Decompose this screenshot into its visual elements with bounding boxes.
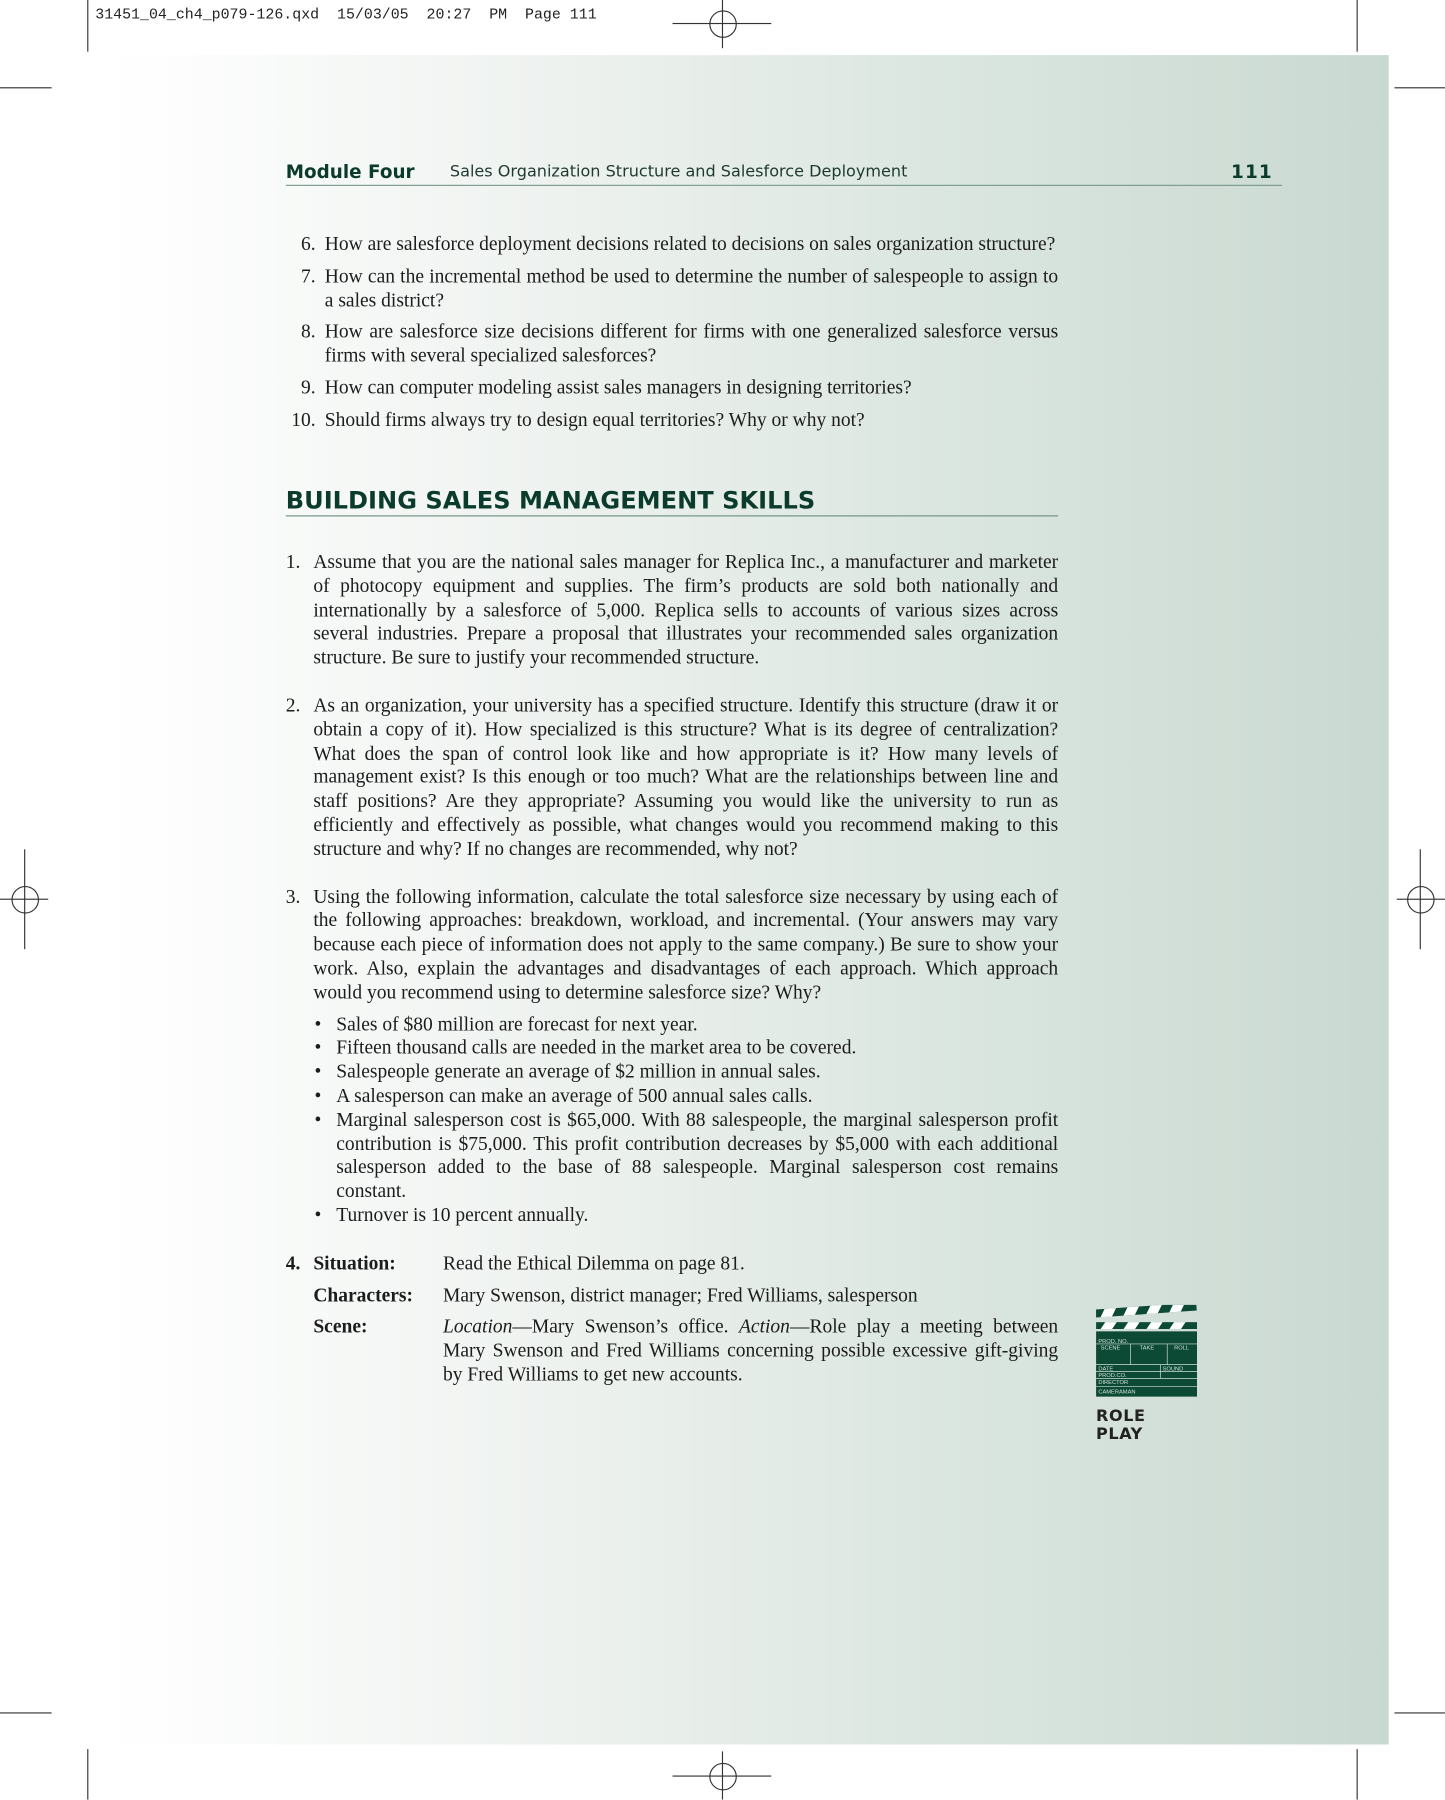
crop-mark [1357, 0, 1358, 52]
skill-item: 2. As an organization, your university has a specified structure. Identify this structure (draw it or obtain a copy of it). How specialized is this structure? What is its degree of centralization? What does the span of control look like and how appropriate is it? How many levels of management exist? Is this enough or too much? What are the relationships between line and staff positions? Are they appropriate? Assuming you would like the university to run as efficiently and effectively as possible, what changes would you recommend making to this structure and why? If no changes are recommended, why not? [285, 694, 1059, 860]
svg-text:PROD. NO.: PROD. NO. [1098, 1338, 1129, 1345]
crop-mark [1394, 87, 1444, 88]
svg-text:SCENE: SCENE [1100, 1345, 1121, 1352]
svg-text:DATE: DATE [1098, 1366, 1114, 1373]
section-heading: BUILDING SALES MANAGEMENT SKILLS [286, 487, 1058, 517]
crop-mark [1394, 1712, 1444, 1713]
clapperboard-icon [1096, 1305, 1197, 1444]
svg-text:PROD.CO.: PROD.CO. [1098, 1373, 1127, 1380]
review-questions [286, 233, 1058, 440]
skill-item: 3. Using the following information, calculate the total salesforce size necessary by using each of the following approaches: breakdown, workload, and incremental. (Your answers may vary because each piece of information does not apply to the same company.) Be sure to show your work. Also, explain the advantages and disadvantages of each approach. Which approach would you recommend using to determine salesforce size? Why? • Sales of $80 million are forecast for next year. • Fifteen thousand calls are needed in the market area to be covered. • Salespeople generate an average of $2 million in annual sales. • A salesperson can make an average of 500 annual sales calls. • Marginal salesperson cost is $65,000. With 88 salespeople, the marginal salesperson profit contribution is $75,000. This profit contribution decreases by $5,000 with each additional salesperson added to the base of 88 salespeople. Marginal salesperson cost remains constant. • Turnover is 10 percent annually. [286, 886, 1058, 1228]
registration-mark [709, 1763, 737, 1791]
bullet-item: • Marginal salesperson cost is $65,000. With 88 salespeople, the marginal salesperson profit contribution is $75,000. This profit contribution decreases by $5,000 with each additional salesperson added to the base of 88 salespeople. Marginal salesperson cost remains constant. [336, 1108, 1058, 1203]
registration-mark [1407, 886, 1435, 914]
crop-mark [0, 1712, 52, 1713]
question-item: 10. Should firms always try to design equal territories? Why or why not? [291, 408, 865, 431]
crop-mark [0, 87, 52, 88]
scene-label: Scene: [313, 1315, 368, 1338]
crop-mark [87, 1749, 88, 1799]
bullet-list [313, 1013, 1058, 1228]
svg-text:SOUND: SOUND [1162, 1366, 1184, 1373]
bullet-item: • Turnover is 10 percent annually. [336, 1204, 1058, 1228]
roleplay-item: 4. Situation: Read the Ethical Dilemma on page 81. Characters: Mary Swenson, district manager; Fred Williams, salesperson Scene: Location—Mary Swenson’s office. Action—Role play a meeting between Mary Swenson and Fred Williams concerning possible excessive gift-giving by Fred Williams to get new accounts. [286, 1252, 1058, 1387]
characters-label: Characters: [313, 1283, 414, 1306]
running-header [286, 161, 1282, 186]
question-item: 7. How can the incremental method be used to determine the number of salespeople to assign to a sales district? [300, 264, 1059, 311]
svg-text:ROLL: ROLL [1174, 1345, 1190, 1352]
question-item: 8. How are salesforce size decisions different for firms with one generalized salesforce versus firms with several specialized salesforces? [300, 320, 1059, 367]
crop-mark [87, 0, 88, 52]
file-slug: 31451_04_ch4_p079-126.qxd 15/03/05 20:27 PM Page 111 [95, 5, 597, 23]
registration-mark [11, 886, 39, 914]
bullet-item: • Fifteen thousand calls are needed in the market area to be covered. [336, 1037, 1058, 1061]
crop-mark [1357, 1749, 1358, 1799]
page-number: 111 [1231, 160, 1273, 183]
skill-item: 1. Assume that you are the national sales manager for Replica Inc., a manufacturer and marketer of photocopy equipment and supplies. The firm’s products are sold both nationally and internationally by a salesforce of 5,000. Replica sells to accounts of various sizes across several industries. Prepare a proposal that illustrates your recommended sales organization structure. Be sure to justify your recommended structure. [285, 550, 1059, 669]
situation-label: Situation: [313, 1251, 396, 1274]
svg-text:CAMERAMAN: CAMERAMAN [1098, 1389, 1136, 1396]
svg-text:TAKE: TAKE [1139, 1345, 1155, 1352]
registration-mark [709, 10, 737, 38]
role-play-label: ROLE PLAY [1096, 1407, 1146, 1444]
question-item: 6. How are salesforce deployment decisions related to decisions on sales organization structure? [300, 232, 1056, 255]
skills-list [286, 551, 1058, 1387]
chapter-title: Sales Organization Structure and Salesforce Deployment [449, 162, 908, 182]
bullet-item: • Salespeople generate an average of $2 million in annual sales. [336, 1061, 1058, 1085]
module-label: Module Four [285, 160, 415, 183]
bullet-item: • A salesperson can make an average of 500 annual sales calls. [336, 1085, 1058, 1109]
bullet-item: • Sales of $80 million are forecast for next year. [336, 1013, 1058, 1037]
svg-text:DIRECTOR: DIRECTOR [1098, 1380, 1129, 1387]
question-item: 9. How can computer modeling assist sales managers in designing territories? [300, 376, 912, 399]
